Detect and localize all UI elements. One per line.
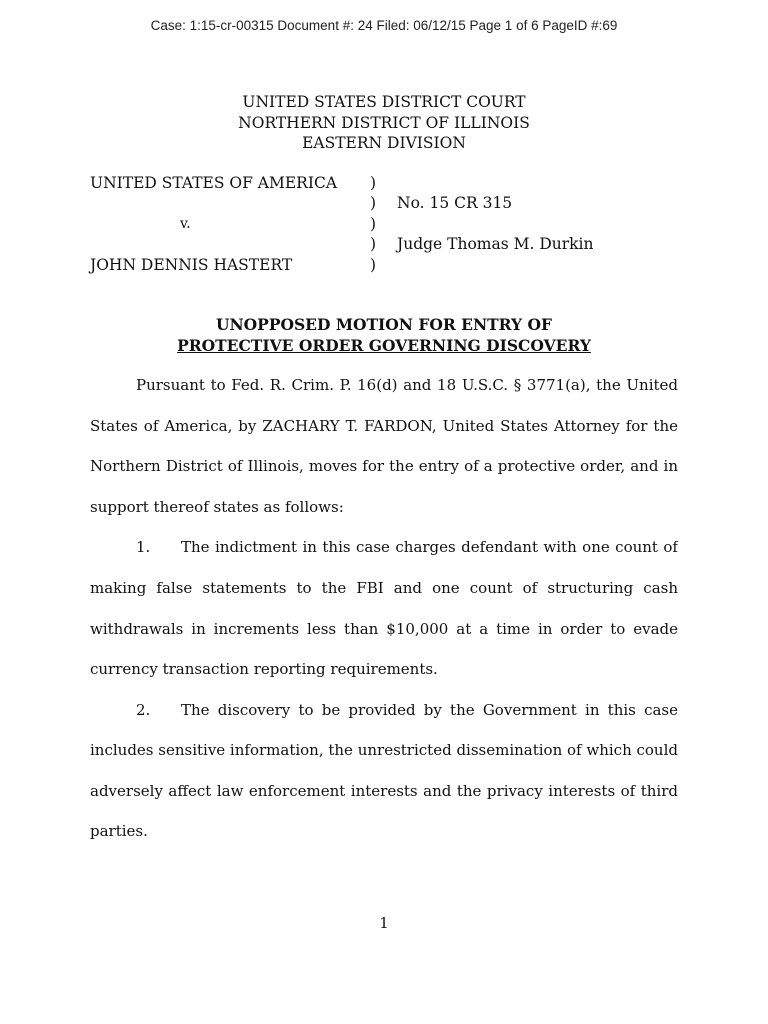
court-division: EASTERN DIVISION	[302, 134, 466, 152]
text-line: includes sensitive information, the unrestricted dissemination of which could	[90, 741, 678, 759]
text-line: The indictment in this case charges defendant with one count of	[181, 538, 678, 556]
text-line: withdrawals in increments less than $10,000 at a time in order to evade	[90, 620, 678, 638]
motion-title-line1: UNOPPOSED MOTION FOR ENTRY OF	[215, 315, 553, 334]
caption-versus: v.	[180, 216, 191, 232]
caption-paren: )	[370, 256, 377, 274]
caption-case-number: No. 15 CR 315	[397, 194, 513, 212]
court-name: UNITED STATES DISTRICT COURT	[242, 93, 526, 111]
caption-paren: )	[370, 235, 377, 253]
motion-title-line2: PROTECTIVE ORDER GOVERNING DISCOVERY	[177, 336, 591, 355]
text-line: support thereof states as follows:	[90, 498, 344, 516]
paragraph-number: 1.	[136, 538, 151, 556]
caption-paren: )	[370, 174, 377, 192]
text-line: making false statements to the FBI and one count of structuring cash	[90, 579, 678, 597]
page-number: 1	[379, 914, 389, 932]
text-line: currency transaction reporting requirements.	[90, 660, 438, 678]
text-line: States of America, by ZACHARY T. FARDON, United States Attorney for the	[90, 417, 678, 435]
court-district: NORTHERN DISTRICT OF ILLINOIS	[238, 114, 530, 132]
caption-paren: )	[370, 194, 377, 212]
text-line: Northern District of Illinois, moves for the entry of a protective order, and in	[90, 457, 678, 475]
caption-judge: Judge Thomas M. Durkin	[397, 235, 594, 253]
caption-paren: )	[370, 215, 377, 233]
filing-header: Case: 1:15-cr-00315 Document #: 24 Filed: 06/12/15 Page 1 of 6 PageID #:69	[150, 18, 618, 33]
caption-plaintiff: UNITED STATES OF AMERICA	[90, 174, 338, 192]
text-line: adversely affect law enforcement interests and the privacy interests of third	[90, 782, 678, 800]
text-line: Pursuant to Fed. R. Crim. P. 16(d) and 18 U.S.C. § 3771(a), the United	[136, 376, 678, 394]
paragraph-number: 2.	[136, 701, 151, 719]
caption-defendant: JOHN DENNIS HASTERT	[90, 256, 293, 274]
text-line: The discovery to be provided by the Government in this case	[181, 701, 678, 719]
text-line: parties.	[90, 822, 148, 840]
